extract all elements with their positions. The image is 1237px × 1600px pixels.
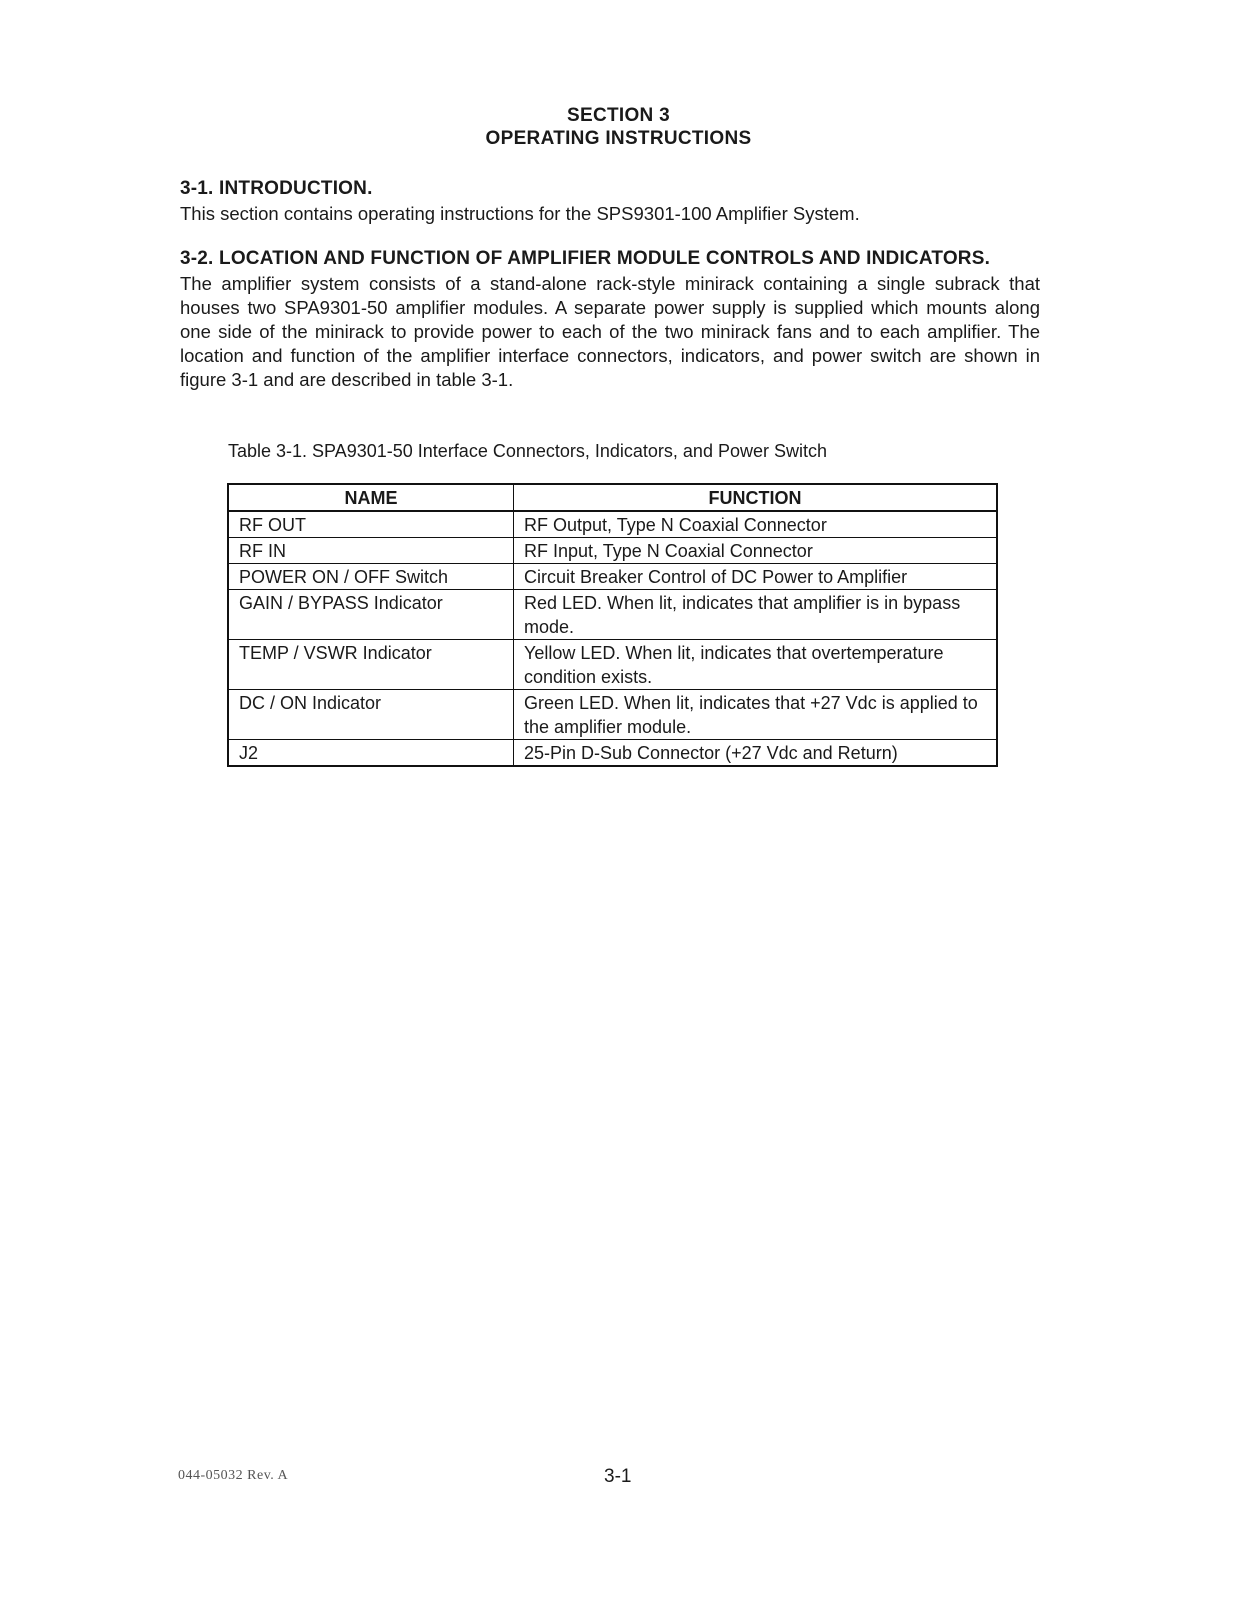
document-number: 044-05032 Rev. A <box>178 1468 289 1483</box>
table-row <box>228 511 997 538</box>
intro-paragraph: This section contains operating instructions for the SPS9301-100 Amplifier System. <box>180 203 860 224</box>
row-name: GAIN / BYPASS Indicator <box>228 590 514 640</box>
interface-table <box>227 483 998 767</box>
row-name: RF OUT <box>228 511 514 538</box>
location-heading: 3-2. LOCATION AND FUNCTION OF AMPLIFIER MODULE CONTROLS AND INDICATORS. <box>180 248 991 269</box>
row-function: Red LED. When lit, indicates that amplifier is in bypass mode. <box>514 590 998 640</box>
location-paragraph: The amplifier system consists of a stand-alone rack-style minirack containing a single subrack that houses two SPA9301-50 amplifier modules. A separate power supply is supplied which mounts along one side of the minirack to provide power to each of the two minirack fans and to each amplifier. The location and function of the amplifier interface connectors, indicators, and power switch are shown in figure 3-1 and are described in table 3-1. <box>180 273 1040 390</box>
section-number: SECTION 3 <box>567 105 670 126</box>
row-name: J2 <box>228 740 514 767</box>
table-row <box>228 564 997 590</box>
row-name: TEMP / VSWR Indicator <box>228 640 514 690</box>
row-function: Green LED. When lit, indicates that +27 Vdc is applied to the amplifier module. <box>514 690 998 740</box>
intro-heading: 3-1. INTRODUCTION. <box>180 178 373 199</box>
row-function: Circuit Breaker Control of DC Power to Amplifier <box>514 564 998 590</box>
row-name: RF IN <box>228 538 514 564</box>
page-number: 3-1 <box>604 1466 632 1487</box>
table-row <box>228 690 997 740</box>
function-column-header: FUNCTION <box>514 484 998 511</box>
row-function: Yellow LED. When lit, indicates that overtemperature condition exists. <box>514 640 998 690</box>
table-caption: Table 3-1. SPA9301-50 Interface Connectors, Indicators, and Power Switch <box>228 441 827 461</box>
table-row <box>228 740 997 767</box>
row-function: RF Output, Type N Coaxial Connector <box>514 511 998 538</box>
table-row <box>228 640 997 690</box>
row-function: 25-Pin D-Sub Connector (+27 Vdc and Return) <box>514 740 998 767</box>
section-title: OPERATING INSTRUCTIONS <box>485 128 752 149</box>
table-header-row <box>228 484 997 511</box>
table-row <box>228 538 997 564</box>
name-column-header: NAME <box>228 484 514 511</box>
row-name: POWER ON / OFF Switch <box>228 564 514 590</box>
row-function: RF Input, Type N Coaxial Connector <box>514 538 998 564</box>
row-name: DC / ON Indicator <box>228 690 514 740</box>
table-row <box>228 590 997 640</box>
